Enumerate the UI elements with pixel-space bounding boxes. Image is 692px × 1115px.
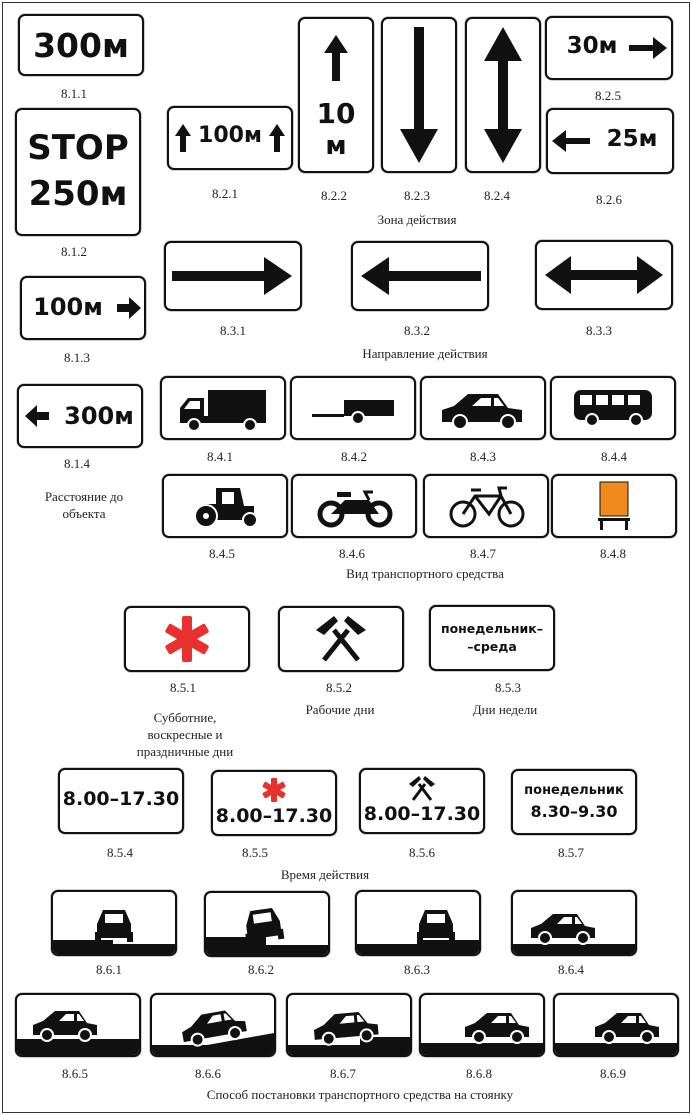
- sign-8-6-5: [15, 993, 141, 1057]
- arrow-left-icon: [548, 110, 672, 172]
- sign-text-line2: м: [325, 131, 347, 161]
- arrow-down-icon: [383, 19, 455, 171]
- sign-code: 8.4.2: [341, 449, 367, 464]
- sign-text: 8.00–17.30: [363, 803, 481, 825]
- sign-8-5-5: [211, 770, 337, 836]
- sign-text: 30м: [566, 33, 618, 59]
- caption-zone: Зона действия: [377, 212, 457, 227]
- sign-8-5-2: [278, 606, 404, 672]
- sign-code: 8.4.6: [339, 546, 365, 561]
- sign-code: 8.6.9: [600, 1066, 626, 1081]
- sign-text: 300м: [33, 26, 129, 65]
- truck-icon: [162, 378, 284, 438]
- caption-distance: Расстояние до объекта: [44, 489, 124, 521]
- parking-side-curb-icon: [288, 995, 410, 1055]
- sign-code: 8.6.6: [195, 1066, 221, 1081]
- sign-8-3-1: [164, 241, 302, 311]
- caption-weekdays: Дни недели: [472, 702, 538, 717]
- sign-8-4-7: [423, 474, 549, 538]
- sign-code: 8.1.2: [61, 244, 87, 259]
- sign-code: 8.3.1: [220, 323, 246, 338]
- caption-workdays: Рабочие дни: [305, 702, 375, 717]
- sign-code: 8.4.4: [601, 449, 627, 464]
- sign-8-3-2: [351, 241, 489, 311]
- sign-code: 8.1.1: [61, 86, 87, 101]
- sign-code: 8.6.2: [248, 962, 274, 977]
- sign-8-6-2: [204, 891, 330, 957]
- red-asterisk-icon: [126, 608, 248, 670]
- parking-roadside-icon: [357, 892, 479, 954]
- sign-code: 8.5.4: [107, 845, 133, 860]
- sign-8-6-3: [355, 890, 481, 956]
- sign-text: 100м: [198, 123, 262, 148]
- dangerous-goods-icon: [553, 476, 675, 536]
- caption-direction: Направление действия: [362, 346, 488, 361]
- parking-side-sidewalk-icon: [17, 995, 139, 1055]
- sign-text-line1: STOP: [27, 128, 129, 168]
- sign-8-5-4: [58, 768, 184, 834]
- sign-code: 8.4.8: [600, 546, 626, 561]
- sign-8-2-6: [546, 108, 674, 174]
- parking-on-sidewalk-icon: [53, 892, 175, 954]
- sign-8-5-3: [429, 605, 555, 671]
- sign-8-2-3: [381, 17, 457, 173]
- sign-8-2-1: [167, 106, 293, 170]
- caption-holidays: Субботние, воскресные и праздничные дни: [136, 710, 234, 759]
- sign-8-1-3: [20, 276, 146, 340]
- tractor-icon: [164, 476, 286, 536]
- sign-code: 8.2.5: [595, 88, 621, 103]
- sign-code: 8.3.3: [586, 323, 612, 338]
- parking-side-road-right-icon: [555, 995, 677, 1055]
- sign-8-4-5: [162, 474, 288, 538]
- sign-8-1-2: [15, 108, 141, 236]
- arrow-right-icon: [166, 243, 300, 309]
- sign-code: 8.4.5: [209, 546, 235, 561]
- bus-icon: [552, 378, 674, 438]
- car-icon: [422, 378, 544, 438]
- hammers-icon: [280, 608, 402, 670]
- sign-8-4-1: [160, 376, 286, 440]
- sign-text: 8.00–17.30: [62, 788, 180, 810]
- sign-code: 8.1.4: [64, 456, 90, 471]
- sign-text-line2: 250м: [28, 174, 128, 214]
- sign-8-2-4: [465, 17, 541, 173]
- parking-side-road-left-icon: [421, 995, 543, 1055]
- sign-8-5-6: [359, 768, 485, 834]
- sign-text-line2: –среда: [467, 639, 517, 654]
- sign-text-line2: 8.30–9.30: [530, 802, 618, 821]
- sign-8-6-4: [511, 890, 637, 956]
- sign-8-4-8: [551, 474, 677, 538]
- sign-8-4-6: [291, 474, 417, 538]
- sign-code: 8.6.1: [96, 962, 122, 977]
- sign-text-line1: 10: [316, 97, 356, 130]
- sign-code: 8.2.2: [321, 188, 347, 203]
- sign-text: 100м: [33, 293, 103, 321]
- caption-vehicle: Вид транспортного средства: [346, 566, 504, 581]
- arrow-left-icon: [353, 243, 487, 309]
- caption-parking: Способ постановки транспортного средства на стоянку: [206, 1087, 514, 1102]
- sign-code: 8.6.7: [330, 1066, 356, 1081]
- arrow-left-right-icon: [537, 242, 671, 308]
- sign-code: 8.5.7: [558, 845, 584, 860]
- sign-code: 8.6.8: [466, 1066, 492, 1081]
- caption-time: Время действия: [280, 867, 370, 882]
- sign-code: 8.1.3: [64, 350, 90, 365]
- sign-code: 8.5.2: [326, 680, 352, 695]
- sign-code: 8.4.7: [470, 546, 496, 561]
- sign-text: 300м: [64, 402, 134, 430]
- sign-8-4-4: [550, 376, 676, 440]
- sign-code: 8.2.6: [596, 192, 622, 207]
- motorcycle-icon: [293, 476, 415, 536]
- sign-8-5-1: [124, 606, 250, 672]
- parking-half-sidewalk-icon: [206, 893, 328, 955]
- sign-8-2-2: [298, 17, 374, 173]
- arrow-up-down-icon: [467, 19, 539, 171]
- sign-code: 8.4.1: [207, 449, 233, 464]
- sign-8-4-2: [290, 376, 416, 440]
- sign-code: 8.5.5: [242, 845, 268, 860]
- sign-code: 8.2.4: [484, 188, 510, 203]
- sign-8-6-8: [419, 993, 545, 1057]
- sign-code: 8.5.3: [495, 680, 521, 695]
- sign-code: 8.2.1: [212, 186, 238, 201]
- bicycle-icon: [425, 476, 547, 536]
- sign-8-3-3: [535, 240, 673, 310]
- sign-code: 8.3.2: [404, 323, 430, 338]
- sign-8-4-3: [420, 376, 546, 440]
- arrow-right-icon: [22, 278, 144, 338]
- sign-8-1-4: [17, 384, 143, 448]
- sign-code: 8.2.3: [404, 188, 430, 203]
- sign-8-6-1: [51, 890, 177, 956]
- sign-8-2-5: [545, 16, 673, 80]
- sign-code: 8.4.3: [470, 449, 496, 464]
- parking-side-car-icon: [513, 892, 635, 954]
- parking-side-half-icon: [152, 995, 274, 1055]
- double-up-arrow-icon: [169, 108, 291, 168]
- sign-text: 25м: [606, 126, 658, 152]
- arrow-left-icon: [19, 386, 141, 446]
- sign-text-line1: понедельник–: [440, 621, 544, 636]
- sign-code: 8.6.4: [558, 962, 584, 977]
- sign-8-6-6: [150, 993, 276, 1057]
- sign-8-1-1: [18, 14, 144, 76]
- sign-8-6-9: [553, 993, 679, 1057]
- sign-code: 8.6.3: [404, 962, 430, 977]
- sign-8-5-7: [511, 769, 637, 835]
- sign-8-6-7: [286, 993, 412, 1057]
- sign-text: 8.00–17.30: [215, 805, 333, 827]
- sign-code: 8.5.1: [170, 680, 196, 695]
- sign-code: 8.6.5: [62, 1066, 88, 1081]
- sign-code: 8.5.6: [409, 845, 435, 860]
- sign-text-line1: понедельник: [524, 783, 624, 798]
- trailer-icon: [292, 378, 414, 438]
- arrow-right-icon: [547, 18, 671, 78]
